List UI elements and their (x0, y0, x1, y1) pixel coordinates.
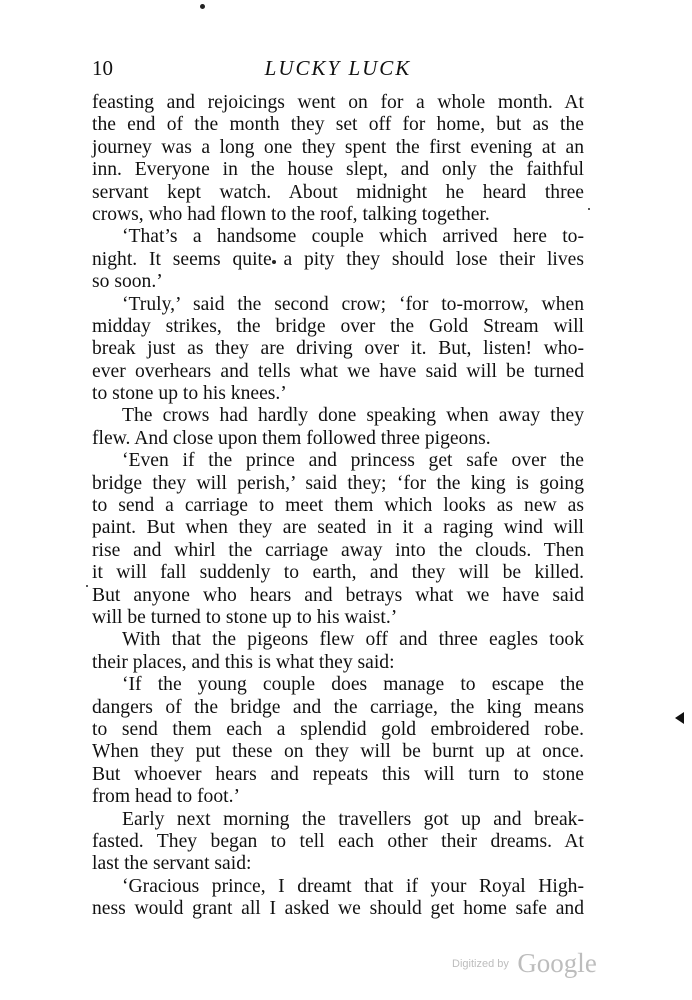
body-text (92, 92, 584, 920)
scan-speck (200, 4, 205, 9)
text-line: dangers of the bridge and the carriage, the king means (92, 696, 584, 718)
text-line: crows, who had flown to the roof, talking together. (92, 203, 490, 225)
text-line: ‘Even if the prince and princess get safe over the (122, 450, 584, 472)
text-line: midday strikes, the bridge over the Gold Stream will (92, 315, 584, 337)
text-line: fasted. They began to tell each other their dreams. At (92, 830, 584, 852)
text-line: With that the pigeons flew off and three eagles took (122, 629, 584, 651)
scan-speck (588, 208, 590, 210)
text-line: ‘Gracious prince, I dreamt that if your Royal High- (122, 875, 584, 897)
text-line: it will fall suddenly to earth, and they will be killed. (92, 562, 584, 584)
page-number: 10 (92, 56, 113, 80)
text-line: When they put these on they will be burnt up at once. (92, 741, 584, 763)
text-line: But whoever hears and repeats this will turn to stone (92, 763, 584, 785)
scan-speck (86, 585, 88, 587)
text-line: to send a carriage to meet them which looks as new as (92, 495, 584, 517)
text-line: journey was a long one they spent the first evening at an (92, 136, 584, 158)
text-line: so soon.’ (92, 271, 163, 293)
text-line: ness would grant all I asked we should get home safe and (92, 898, 584, 920)
text-line: ever overhears and tells what we have said will be turned (92, 360, 584, 382)
text-line: their places, and this is what they said: (92, 651, 395, 673)
text-line: to send them each a splendid gold embroidered robe. (92, 718, 584, 740)
text-line: inn. Everyone in the house slept, and only the faithful (92, 159, 584, 181)
text-line: ‘That’s a handsome couple which arrived here to- (122, 226, 584, 248)
text-line: the end of the month they set off for home, but as the (92, 114, 584, 136)
text-line: bridge they will perish,’ said they; ‘for the king is going (92, 472, 584, 494)
text-line: ‘If the young couple does manage to escape the (122, 674, 584, 696)
text-line: servant kept watch. About midnight he heard three (92, 181, 584, 203)
page-header (92, 56, 584, 86)
watermark-label: Digitized by (452, 957, 509, 970)
text-line: ‘Truly,’ said the second crow; ‘for to-morrow, when (122, 293, 584, 315)
google-logo: Google (517, 948, 597, 978)
text-line: But anyone who hears and betrays what we have said (92, 584, 584, 606)
text-line: will be turned to stone up to his waist.’ (92, 606, 398, 628)
text-line: last the servant said: (92, 853, 252, 875)
text-line: The crows had hardly done speaking when away they (122, 405, 584, 427)
text-line: paint. But when they are seated in it a raging wind will (92, 517, 584, 539)
digitized-watermark (452, 948, 597, 979)
text-line: night. It seems quite a pity they should lose their lives (92, 248, 584, 270)
running-title: LUCKY LUCK (264, 56, 412, 80)
margin-arrow-icon (675, 712, 684, 724)
text-line: feasting and rejoicings went on for a whole month. At (92, 92, 584, 113)
text-line: from head to foot.’ (92, 786, 240, 808)
text-line: break just as they are driving over it. But, listen! who- (92, 338, 584, 360)
text-line: to stone up to his knees.’ (92, 383, 287, 405)
text-line: Early next morning the travellers got up and break- (122, 808, 584, 830)
text-line: rise and whirl the carriage away into the clouds. Then (92, 539, 584, 561)
text-line: flew. And close upon them followed three pigeons. (92, 427, 491, 449)
